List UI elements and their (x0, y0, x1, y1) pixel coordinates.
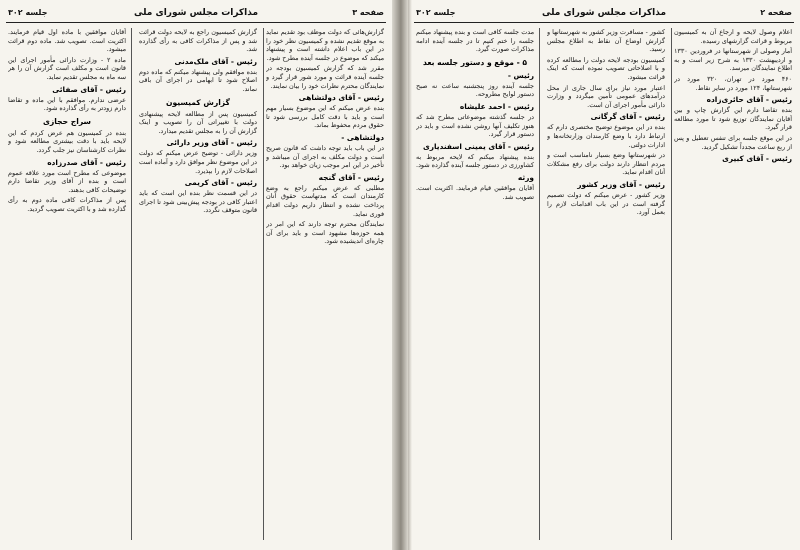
column-divider (263, 28, 264, 540)
page-shadow (408, 0, 412, 550)
paragraph: کمیسیون پس از مطالعه لایحه پیشنهادی دولت با تغییراتی آن را تصویب و اینک گزارش آن را به مجلس تقدیم میدارد. (139, 109, 257, 135)
left-page-number: صفحه ۳ (352, 8, 384, 17)
speaker-name: دولتشاهی - (341, 132, 384, 142)
left-page (0, 0, 392, 550)
paragraph: ماده ۲ - وزارت دارائی مأمور اجرای این قانون است و مکلف است گزارش آن را هر سه ماه به مجلس تقدیم نماید. (8, 55, 126, 81)
right-session-label: جلسه ۳۰۲ (416, 8, 456, 17)
left-header-rule (6, 22, 386, 23)
section-heading: گزارش کمیسیون (166, 97, 230, 107)
column-divider (131, 28, 132, 540)
paragraph: بنده پیشنهاد میکنم که لایحه مربوط به کشاورزی در دستور جلسه آینده گذارده شود. (416, 152, 534, 170)
left-running-head (0, 6, 392, 20)
paragraph: بنده موافقم ولی پیشنهاد میکنم که ماده دوم اصلاح شود تا ابهامی در اجرای آن باقی نماند. (139, 67, 257, 93)
right-header-rule (414, 22, 794, 23)
speaker-name: رئیس - آقای حائری‌زاده (706, 95, 792, 105)
section-heading: ۵ - موقع و دستور جلسه بعد (422, 57, 528, 67)
speaker-name: رئیس - آقای کبیری (722, 154, 792, 164)
speaker-name: ورثه (517, 172, 534, 182)
paragraph: مقرر شد که گزارش کمیسیون بودجه در جلسه آینده قرائت و مورد شور قرار گیرد و نمایندگان محترم نظرات خود را بیان نمایند. (266, 64, 384, 90)
section-heading: سراج حجازی (42, 116, 92, 126)
paragraph: کشور - مسافرت وزیر کشور به شهرستانها و گزارش اوضاع آن نقاط به اطلاع مجلس رسید. (547, 28, 665, 54)
paragraph: در این باب باید توجه داشت که قانون صریح است و دولت مکلف به اجرای آن میباشد و تأخیر در این امر موجب زیان خواهد بود. (266, 143, 384, 170)
right-running-head (408, 6, 800, 20)
paragraph: وزیر دارائی - توضیح عرض میکنم که دولت در این موضوع نظر موافق دارد و آماده است اصلاحات لازم را بپذیرد. (139, 149, 257, 175)
right-page (408, 0, 800, 550)
paragraph: نمایندگان محترم توجه دارند که این امر در همه حوزه‌ها مشهود است و باید برای آن چاره‌ای اندیشیده شود. (266, 220, 384, 246)
speaker-name: رئیس - آقای یمینی اسفندیاری (422, 141, 534, 151)
paragraph: جلسه آینده روز پنجشنبه ساعت نه صبح دستور لوایح مطروحه. (416, 81, 534, 99)
paragraph: بنده عرض میکنم که این موضوع بسیار مهم است و باید با دقت کامل بررسی شود تا حقوق مردم محفوظ بماند. (266, 104, 384, 130)
paragraph: در این موقع جلسه برای تنفس تعطیل و پس از ربع ساعت مجدداً تشکیل گردید. (674, 133, 792, 151)
column-divider (671, 28, 672, 540)
paragraph: آمار وصولی از شهرستانها در فروردین ۱۳۳۰ و اردیبهشت ۱۳۳۰ به شرح زیر است و به اطلاع نمایندگان میرسد. (674, 47, 792, 73)
right-column-3 (416, 28, 534, 542)
book-gutter (392, 0, 408, 550)
column-divider (539, 28, 540, 540)
left-column-2 (139, 28, 257, 542)
speaker-name: رئیس - آقای گرگانی (590, 112, 665, 122)
left-session-label: جلسه ۳۰۲ (8, 8, 48, 17)
speaker-name: رئیس - احمد علیشاه (459, 101, 534, 111)
paragraph: پس از مذاکرات کافی ماده دوم به رأی گذارده شد و با اکثریت تصویب گردید. (8, 196, 126, 213)
paragraph: بنده در کمیسیون هم عرض کردم که این لایحه باید با دقت بیشتری مطالعه شود و نظرات کارشناسان نیز جلب گردد. (8, 128, 126, 154)
paragraph: گزارش کمیسیون راجع به لایحه دولت قرائت شد و پس از مذاکرات کافی به رأی گذارده شد. (139, 28, 257, 54)
left-header-title: مذاکرات مجلس شورای ملی (133, 8, 259, 18)
speaker-name: رئیس - آقای ملک‌مدنی (174, 56, 257, 66)
paragraph: مطلبی که عرض میکنم راجع به وضع کارمندان است که مدتهاست حقوق آنان پرداخت نشده و انتظار داریم دولت اقدام فوری نماید. (266, 183, 384, 218)
right-header-title: مذاکرات مجلس شورای ملی (541, 8, 667, 18)
right-column-1 (674, 28, 792, 542)
speaker-name: رئیس - (507, 70, 534, 80)
paragraph: بنده تقاضا دارم این گزارش چاپ و بین آقایان نمایندگان توزیع شود تا مورد مطالعه قرار گیرد. (674, 106, 792, 132)
paragraph: گزارش‌هائی که دولت موظف بود تقدیم نماید به موقع تقدیم نشده و کمیسیون نظر خود را در این باب اعلام داشته است و پیشنهاد میکند که موضوع در جلسه آینده مطرح شود. (266, 28, 384, 62)
speaker-name: رئیس - آقای گنجه (318, 172, 384, 182)
right-page-number: صفحه ۲ (760, 8, 792, 17)
paragraph: ۴۶۰ مورد در تهران، ۳۲۰ مورد در شهرستانها، ۱۲۴ مورد در سایر نقاط. (674, 74, 792, 92)
paragraph: عرضی ندارم. موافقم با این ماده و تقاضا دارم زودتر به رأی گذارده شود. (8, 95, 126, 113)
speaker-name: رئیس - آقای دولتشاهی (298, 93, 384, 103)
paragraph: بنده در این موضوع توضیح مختصری دارم که ارتباط دارد با وضع کارمندان وزارتخانه‌ها و ادارات دولتی. (547, 123, 665, 149)
paragraph: موضوعی که مطرح است مورد علاقه عموم است و بنده از آقای وزیر تقاضا دارم توضیحات کافی بدهند. (8, 168, 126, 194)
paragraph: در این قسمت نظر بنده این است که باید اعتبار کافی در بودجه پیش‌بینی شود تا اجرای قانون متوقف نگردد. (139, 189, 257, 215)
paragraph: مدت جلسه کافی است و بنده پیشنهاد میکنم جلسه را ختم کنیم تا در جلسه آینده ادامه مذاکرات صورت گیرد. (416, 28, 534, 54)
paragraph: اعلام وصول لایحه و ارجاع آن به کمیسیون مربوط و قرائت گزارشهای رسیده. (674, 28, 792, 45)
paragraph: وزیر کشور - عرض میکنم که دولت تصمیم گرفته است در این باب اقدامات لازم را بعمل آورد. (547, 190, 665, 217)
paragraph: آقایان موافقین با ماده اول قیام فرمایند. اکثریت است. تصویب شد. ماده دوم قرائت میشود. (8, 28, 126, 54)
paragraph: در شهرستانها وضع بسیار نامناسب است و مردم انتظار دارند دولت برای رفع مشکلات آنان اقدام نماید. (547, 151, 665, 177)
paragraph: اعتبار مورد نیاز برای سال جاری از محل درآمدهای عمومی تأمین میگردد و وزارت دارائی مأمور اجرای آن است. (547, 83, 665, 109)
speaker-name: رئیس - آقای کریمی (184, 178, 257, 188)
paragraph: آقایان موافقین قیام فرمایند. اکثریت است. تصویب شد. (416, 183, 534, 201)
left-column-1 (266, 28, 384, 542)
right-column-2 (547, 28, 665, 542)
left-column-3 (8, 28, 126, 542)
speaker-name: رئیس - آقای صدرزاده (47, 157, 126, 167)
speaker-name: رئیس - آقای وزیر دارائی (166, 138, 257, 148)
speaker-name: رئیس - آقای صفائی (52, 84, 126, 94)
paragraph: کمیسیون بودجه لایحه دولت را مطالعه کرده و با اصلاحاتی تصویب نموده است که اینک قرائت میشود. (547, 55, 665, 81)
paragraph: در جلسه گذشته موضوعاتی مطرح شد که هنوز تکلیف آنها روشن نشده است و باید در دستور قرار گیرد. (416, 112, 534, 139)
speaker-name: رئیس - آقای وزیر کشور (577, 179, 665, 189)
